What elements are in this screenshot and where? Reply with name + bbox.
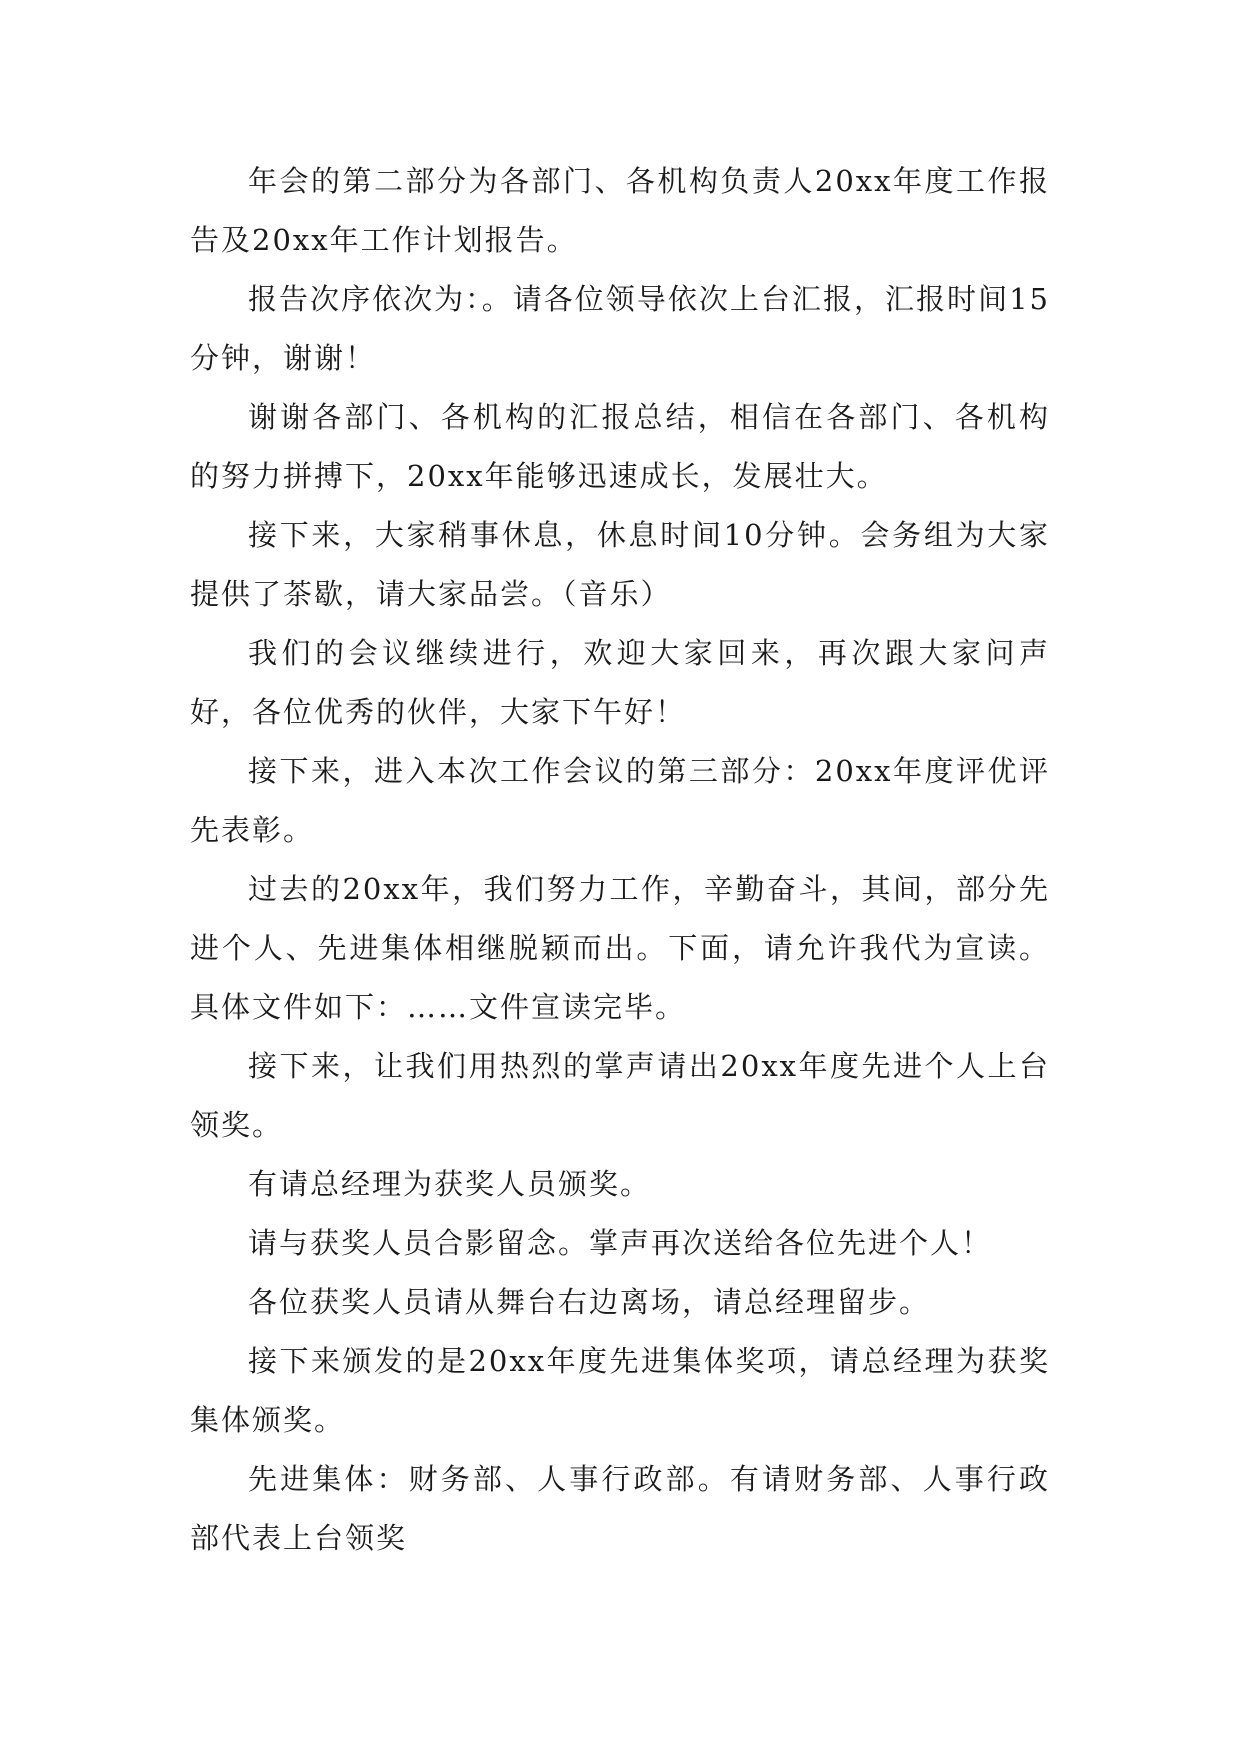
paragraph-13: 先进集体：财务部、人事行政部。有请财务部、人事行政部代表上台领奖	[190, 1462, 1050, 1555]
paragraph-10: 请与获奖人员合影留念。掌声再次送给各位先进个人！	[248, 1226, 993, 1260]
paragraph-9: 有请总经理为获奖人员颁奖。	[248, 1167, 652, 1201]
paragraph-1: 年会的第二部分为各部门、各机构负责人20xx年度工作报告及20xx年工作计划报告。	[190, 164, 1050, 257]
paragraph-4: 接下来，大家稍事休息，休息时间10分钟。会务组为大家提供了茶歇，请大家品尝。（音乐）	[190, 518, 1050, 611]
paragraph-8: 接下来，让我们用热烈的掌声请出20xx年度先进个人上台领奖。	[190, 1049, 1050, 1142]
paragraph-3: 谢谢各部门、各机构的汇报总结，相信在各部门、各机构的努力拼搏下，20xx年能够迅速成长，发展壮大。	[190, 400, 1050, 493]
paragraph-11: 各位获奖人员请从舞台右边离场，请总经理留步。	[248, 1285, 931, 1319]
paragraph-2: 报告次序依次为：。请各位领导依次上台汇报，汇报时间15分钟，谢谢！	[190, 282, 1050, 375]
document-body	[190, 152, 1050, 1568]
paragraph-7: 过去的20xx年，我们努力工作，辛勤奋斗，其间，部分先进个人、先进集体相继脱颖而出。下面，请允许我代为宣读。具体文件如下：……文件宣读完毕。	[190, 872, 1050, 1024]
paragraph-5: 我们的会议继续进行，欢迎大家回来，再次跟大家问声好，各位优秀的伙伴，大家下午好！	[190, 636, 1050, 729]
paragraph-6: 接下来，进入本次工作会议的第三部分：20xx年度评优评先表彰。	[190, 754, 1050, 847]
paragraph-12: 接下来颁发的是20xx年度先进集体奖项，请总经理为获奖集体颁奖。	[190, 1344, 1050, 1437]
